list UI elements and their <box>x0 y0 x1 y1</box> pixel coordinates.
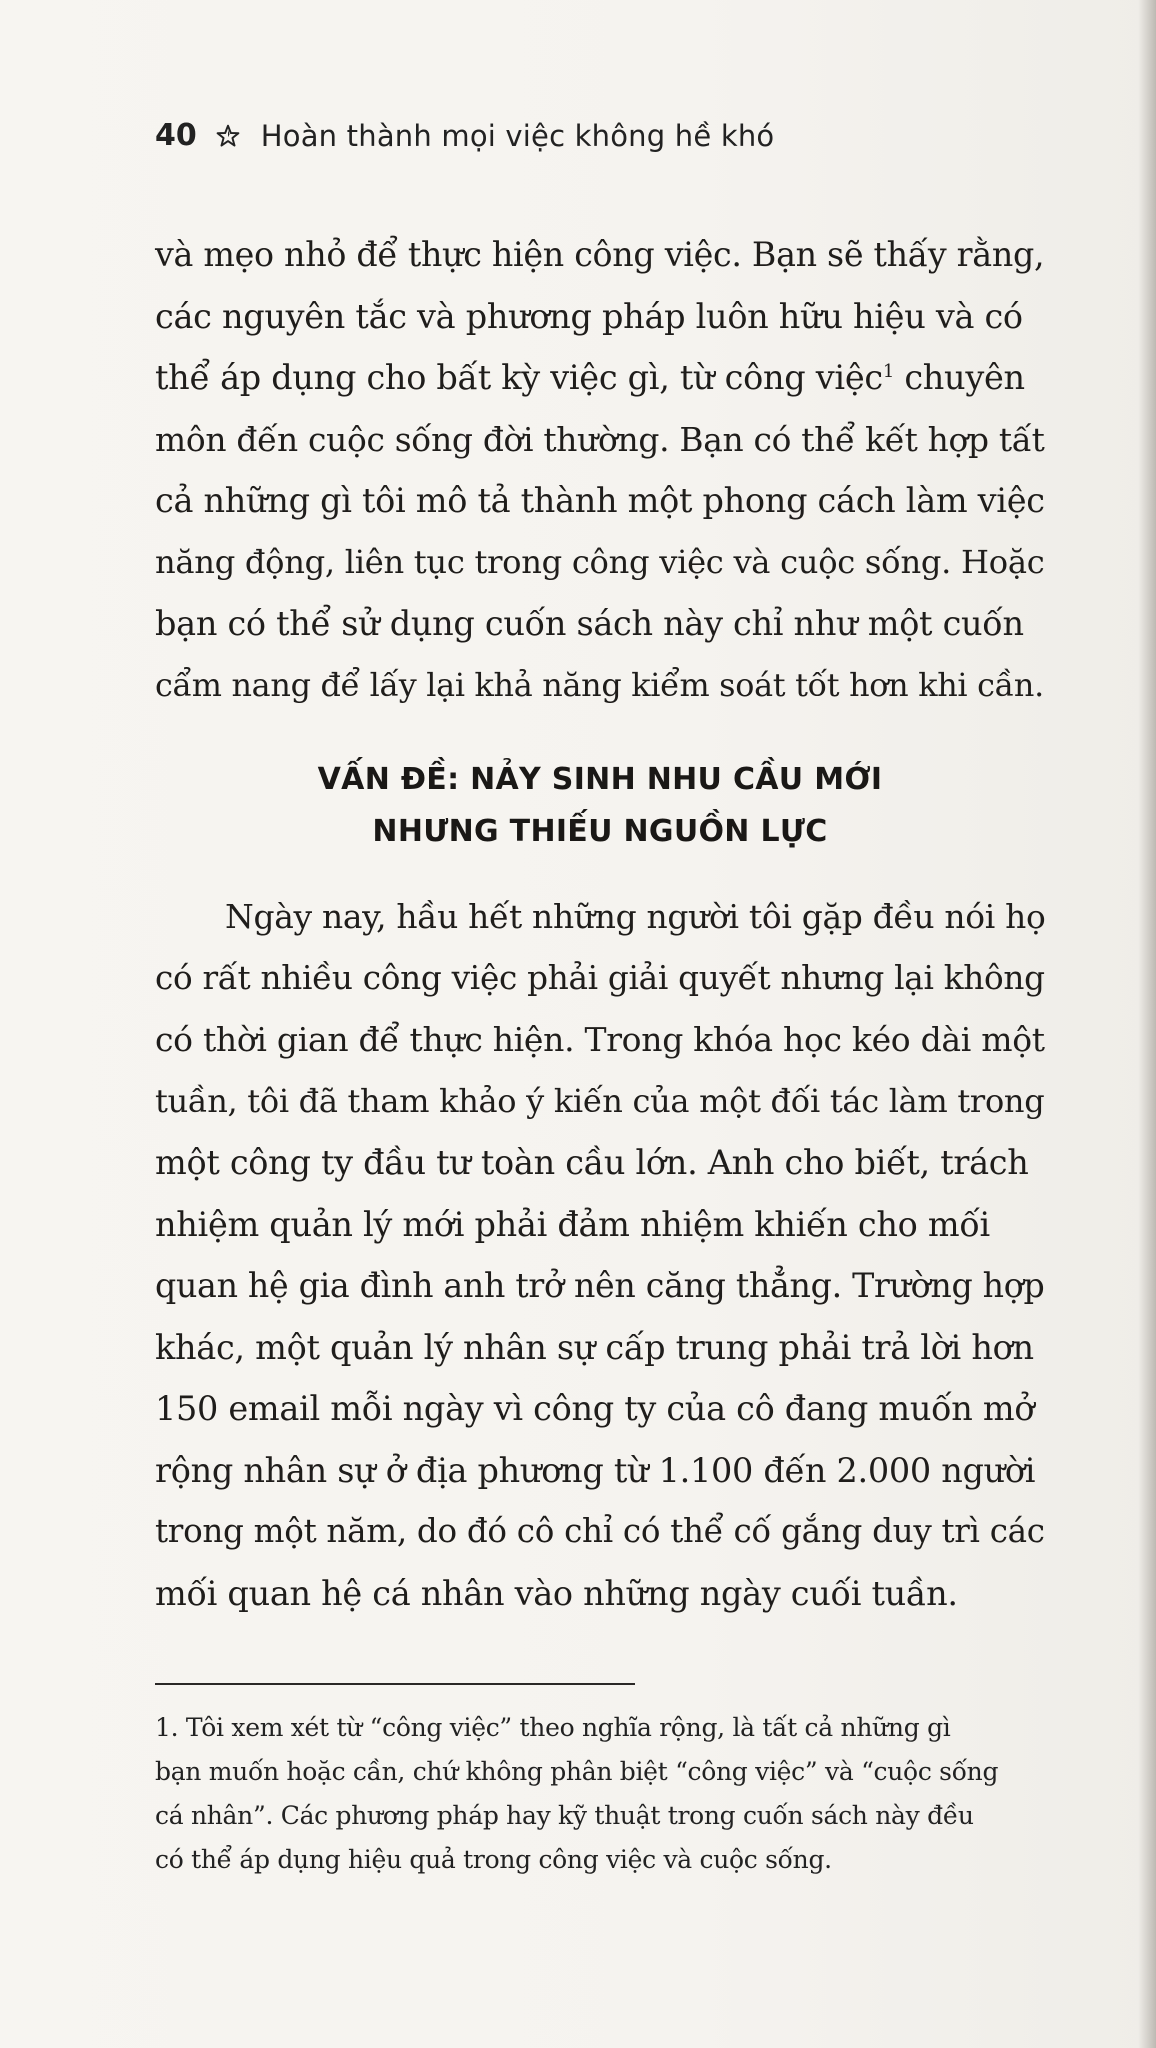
star-icon <box>215 123 241 149</box>
text-line: năng động, liên tục trong công việc và cuộc sống. Hoặc <box>155 542 1045 581</box>
text-line: và mẹo nhỏ để thực hiện công việc. Bạn sẽ thấy rằng, <box>155 235 1045 274</box>
text-line: trong một năm, do đó cô chỉ có thể cố gắng duy trì các <box>155 1512 1045 1550</box>
footnote-marker[interactable]: 1 <box>882 360 894 382</box>
text-line: cả những gì tôi mô tả thành một phong cách làm việc <box>155 481 1045 520</box>
text-line: 150 email mỗi ngày vì công ty của cô đang muốn mở <box>155 1389 1035 1428</box>
text-line: bạn có thể sử dụng cuốn sách này chỉ như một cuốn <box>155 604 1024 643</box>
text-line: các nguyên tắc và phương pháp luôn hữu hiệu và có <box>155 296 1023 336</box>
running-title: Hoàn thành mọi việc không hề khó <box>260 118 775 153</box>
paragraph-intro <box>155 224 1045 716</box>
text-line: tuần, tôi đã tham khảo ý kiến của một đối tác làm trong <box>155 1081 1045 1120</box>
heading-line: NHƯNG THIẾU NGUỒN LỰC <box>372 814 828 849</box>
text-line: mối quan hệ cá nhân vào những ngày cuối tuần. <box>155 1573 958 1613</box>
text-fragment: chuyên <box>893 358 1025 397</box>
text-fragment: thể áp dụng cho bất kỳ việc gì, từ công việc <box>155 358 883 397</box>
text-line: rộng nhân sự ở địa phương từ 1.100 đến 2.000 người <box>155 1450 1036 1490</box>
text-line: Ngày nay, hầu hết những người tôi gặp đều nói họ <box>225 897 1046 936</box>
section-heading <box>155 754 1045 858</box>
text-line: khác, một quản lý nhân sự cấp trung phải trả lời hơn <box>155 1327 1034 1367</box>
footnote-divider <box>155 1683 635 1685</box>
paragraph-main <box>155 886 1045 1624</box>
footnote-line: có thể áp dụng hiệu quả trong công việc và cuộc sống. <box>155 1845 832 1874</box>
heading-line: VẤN ĐỀ: NẢY SINH NHU CẦU MỚI <box>317 762 883 797</box>
text-line: quan hệ gia đình anh trở nên căng thẳng. Trường hợp <box>155 1266 1045 1305</box>
page-edge-shadow <box>1138 0 1156 2048</box>
footnote-line: 1. Tôi xem xét từ “công việc” theo nghĩa rộng, là tất cả những gì <box>155 1713 951 1742</box>
text-line: cẩm nang để lấy lại khả năng kiểm soát tốt hơn khi cần. <box>155 665 1044 704</box>
text-line: có rất nhiều công việc phải giải quyết nhưng lại không <box>155 958 1045 997</box>
footnote-line: bạn muốn hoặc cần, chứ không phân biệt “công việc” và “cuộc sống <box>155 1757 999 1786</box>
text-line <box>155 347 1045 409</box>
footnote-line: cá nhân”. Các phương pháp hay kỹ thuật trong cuốn sách này đều <box>155 1801 974 1830</box>
text-line: môn đến cuộc sống đời thường. Bạn có thể kết hợp tất <box>155 419 1045 459</box>
page-number: 40 <box>155 118 197 153</box>
text-line: một công ty đầu tư toàn cầu lớn. Anh cho biết, trách <box>155 1143 1029 1182</box>
text-line: có thời gian để thực hiện. Trong khóa học kéo dài một <box>155 1020 1045 1059</box>
running-header <box>155 118 774 153</box>
text-line: nhiệm quản lý mới phải đảm nhiệm khiến cho mối <box>155 1204 990 1244</box>
footnote <box>155 1706 1045 1882</box>
